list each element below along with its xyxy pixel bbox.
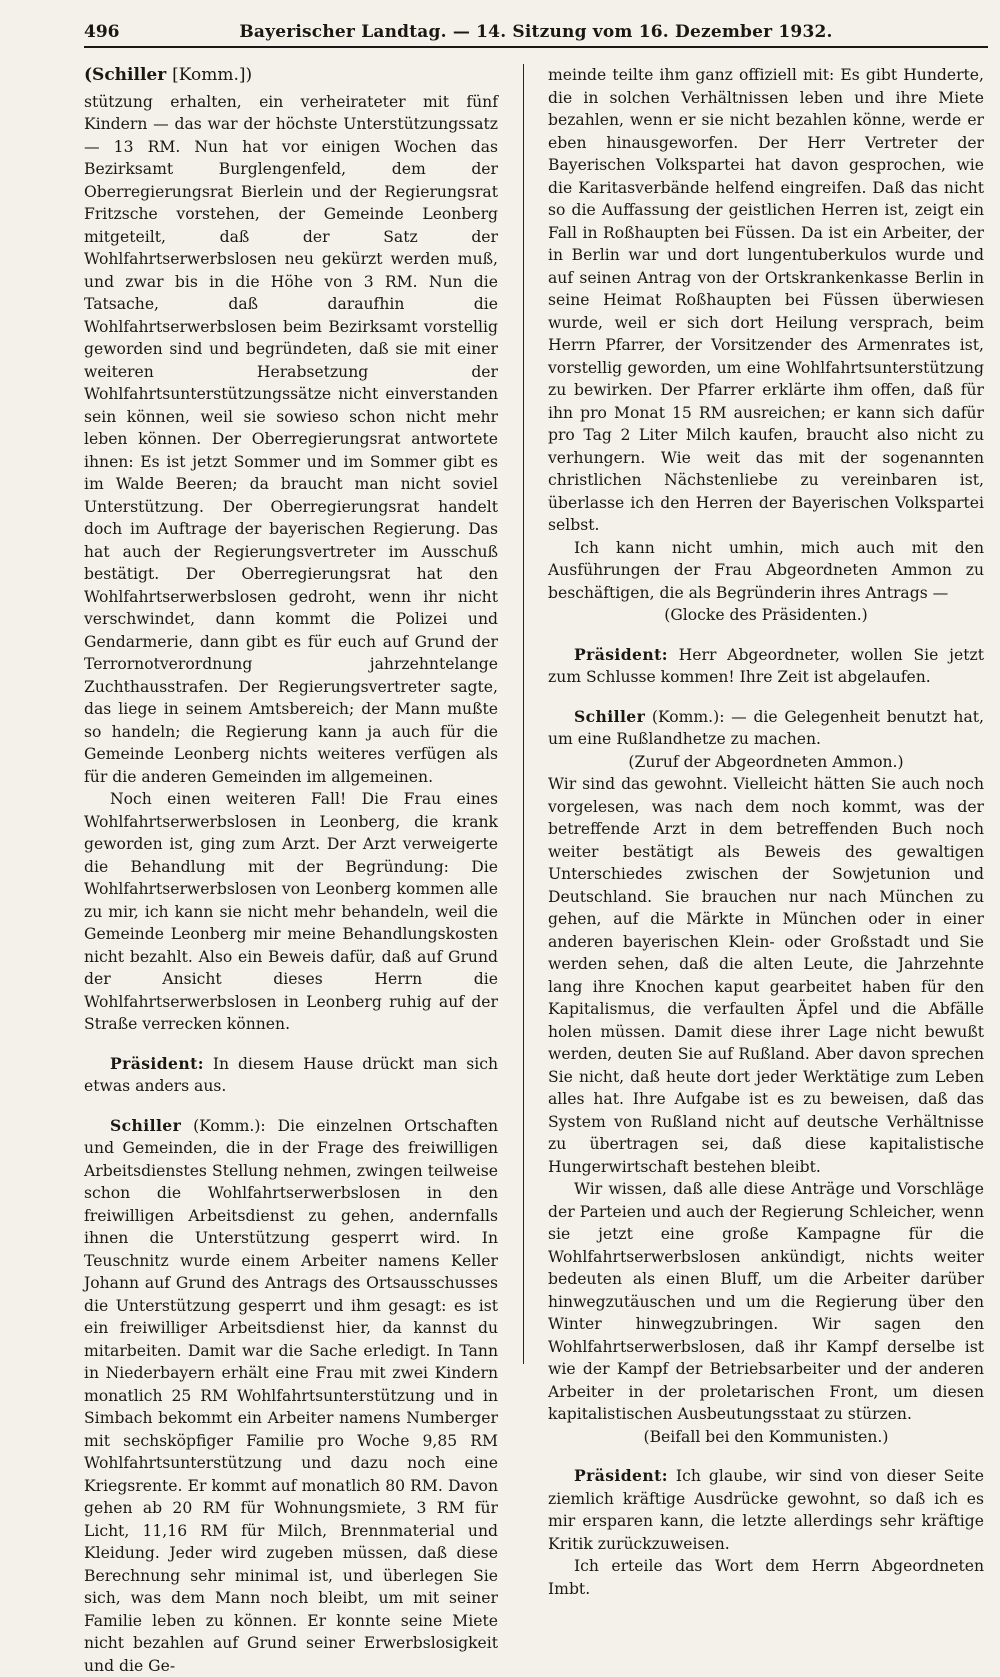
speech-text: Ich glaube, wir sind von dieser Seite ziemlich kräftige Ausdrücke gewohnt, so daß ich es mir ersparen kann, die letzte allerdings sehr kräftige Kritik zurückzuweisen.: [548, 1467, 984, 1553]
stage-direction: (Beifall bei den Kommunisten.): [548, 1426, 984, 1449]
page-number: 496: [84, 22, 120, 42]
stage-direction: (Glocke des Präsidenten.): [548, 604, 984, 627]
marker-role: [Komm.]): [172, 65, 252, 85]
speech-text: In diesem Hause drückt man sich etwas anders aus.: [84, 1055, 498, 1096]
speech-text: (Komm.): Die einzelnen Ortschaften und Gemeinden, die in der Frage des freiwilligen Arbeitsdienstes Stellung nehmen, zwingen teilweise schon die Wohlfahrtserwerbslosen in den freiwilligen Arbeitsdienst zu gehen, andernfalls ihnen die Unterstützung gesperrt wird. In Teuschnitz wurde einem Arbeiter namens Keller Johann auf Grund des Antrags des Ortsausschusses die Unterstützung gesperrt und ihm gesagt: es ist ein freiwilliger Arbeitsdienst hier, da kannst du mitarbeiten. Damit war die Sache erledigt. In Tann in Niederbayern erhält eine Frau mit zwei Kindern monatlich 25 RM Wohlfahrtsunterstützung und in Simbach bekommt ein Arbeiter namens Numberger mit sechsköpfiger Familie pro Woche 9,85 RM Wohlfahrtsunterstützung und dazu noch eine Kriegsrente. Er kommt auf monatlich 80 RM. Davon gehen ab 20 RM für Wohnungsmiete, 3 RM für Licht, 11,16 RM für Milch, Brennmaterial und Kleidung. Jeder wird zugeben müssen, daß diese Berechnung sehr minimal ist, und überlegen Sie sich, was dem Mann noch bleibt, um mit seiner Familie leben zu können. Er konnte seine Miete nicht bezahlen auf Grund seiner Erwerbslosigkeit und die Ge-: [84, 1117, 498, 1675]
marker-name: (Schiller: [84, 65, 166, 85]
stage-direction: (Zuruf der Abgeordneten Ammon.): [548, 751, 984, 774]
speaker-name: Schiller: [110, 1116, 181, 1135]
speech-president: [548, 1465, 984, 1555]
right-column: [548, 64, 984, 1600]
speaker-name: Präsident:: [574, 645, 668, 664]
page-header: [84, 18, 988, 48]
paragraph: Wir wissen, daß alle diese Anträge und Vorschläge der Parteien und auch der Regierung Schleicher, wenn sie jetzt eine große Kampagne für die Wohlfahrtserwerbslosen ankündigt, nichts weiter bedeuten als einen Bluff, um die Arbeiter darüber hinwegzutäuschen und um die Regierung über den Winter hinwegzubringen. Wir sagen den Wohlfahrtserwerbslosen, daß ihr Kampf derselbe ist wie der Kampf der Betriebsarbeiter und der anderen Arbeiter in der proletarischen Front, um diesen kapitalistischen Ausbeutungsstaat zu stürzen.: [548, 1178, 984, 1426]
speaker-name: Präsident:: [574, 1466, 668, 1485]
paragraph: Ich kann nicht umhin, mich auch mit den Ausführungen der Frau Abgeordneten Ammon zu beschäftigen, die als Begründerin ihres Antrags —: [548, 537, 984, 605]
speech-schiller: [84, 1115, 498, 1677]
column-divider: [523, 64, 524, 1364]
speech-president: [548, 644, 984, 689]
speech-schiller: [548, 706, 984, 751]
speaker-name: Schiller: [574, 707, 645, 726]
speech-president: [84, 1053, 498, 1098]
speech-text: Herr Abgeordneter, wollen Sie jetzt zum Schlusse kommen! Ihre Zeit ist abgelaufen.: [548, 646, 984, 687]
speaker-continuation-marker: [84, 64, 498, 87]
left-column: [84, 64, 498, 1677]
paragraph: stützung erhalten, ein verheirateter mit fünf Kindern — das war der höchste Unterstützungssatz — 13 RM. Nun hat vor einigen Wochen das Bezirksamt Burglengenfeld, dem der Oberregierungsrat Bierlein und der Regierungsrat Fritzsche vorstehen, der Gemeinde Leonberg mitgeteilt, daß der Satz der Wohlfahrtserwerbslosen neu gekürzt werden muß, und zwar bis in die Höhe von 3 RM. Nun die Tatsache, daß daraufhin die Wohlfahrtserwerbslosen beim Bezirksamt vorstellig geworden sind und begründeten, daß sie mit einer weiteren Herabsetzung der Wohlfahrtsunterstützungssätze nicht einverstanden sein können, weil sie sowieso schon nicht mehr leben können. Der Oberregierungsrat antwortete ihnen: Es ist jetzt Sommer und im Sommer gibt es im Walde Beeren; da braucht man nicht soviel Unterstützung. Der Oberregierungsrat handelt doch im Auftrage der bayerischen Regierung. Das hat auch der Regierungsvertreter im Ausschuß bestätigt. Der Oberregierungsrat hat den Wohlfahrtserwerbslosen gedroht, wenn ihr nicht verschwindet, dann kommt die Polizei und Gendarmerie, dann gibt es für euch auf Grund der Terrornotverordnung jahrzehntelange Zuchthausstrafen. Der Regierungsvertreter sagte, das liege in seinem Amtsbereich; der Mann mußte so handeln; die Regierung kann ja auch für die Gemeinde Leonberg nichts weiteres verfügen als für die anderen Gemeinden im allgemeinen.: [84, 91, 498, 789]
speaker-name: Präsident:: [110, 1054, 204, 1073]
paragraph: Ich erteile das Wort dem Herrn Abgeordneten Imbt.: [548, 1555, 984, 1600]
speech-text: (Komm.): — die Gelegenheit benutzt hat, um eine Rußlandhetze zu machen.: [548, 708, 984, 749]
paragraph: meinde teilte ihm ganz offiziell mit: Es gibt Hunderte, die in solchen Verhältnissen leben und ihre Miete bezahlen, wenn er sie nicht bezahlen könne, werde er eben hinausgeworfen. Der Herr Vertreter der Bayerischen Volkspartei hat davon gesprochen, wie die Karitasverbände helfend eingreifen. Daß das nicht so die Auffassung der geistlichen Herren ist, zeigt ein Fall in Roßhaupten bei Füssen. Da ist ein Arbeiter, der in Berlin war und dort lungentuberkulos wurde und auf seinen Antrag von der Ortskrankenkasse Berlin in seine Heimat Roßhaupten bei Füssen überwiesen wurde, weil er sich dort Heilung versprach, beim Herrn Pfarrer, der Vorsitzender des Armenrates ist, vorstellig geworden, um eine Wohlfahrtsunterstützung zu bewirken. Der Pfarrer erklärte ihm offen, daß für ihn pro Monat 15 RM ausreichen; er kann sich dafür pro Tag 2 Liter Milch kaufen, braucht also nicht zu verhungern. Wie weit das mit der sogenannten christlichen Nächstenliebe zu vereinbaren ist, überlasse ich den Herren der Bayerischen Volkspartei selbst.: [548, 64, 984, 537]
paragraph: Wir sind das gewohnt. Vielleicht hätten Sie auch noch vorgelesen, was nach dem noch kommt, was der betreffende Arzt in dem betreffenden Buch noch weiter bestätigt als Beweis des gewaltigen Unterschiedes zwischen der Sowjetunion und Deutschland. Sie brauchen nur nach München zu gehen, auf die Märkte in München oder in einer anderen bayerischen Klein- oder Großstadt und Sie werden sehen, daß die alten Leute, die Jahrzehnte lang ihre Knochen kaput gearbeitet haben für den Kapitalismus, die verfaulten Äpfel und die Abfälle holen müssen. Damit diese ihrer Lage nicht bewußt werden, deuten Sie auf Rußland. Aber davon sprechen Sie nicht, daß heute dort jeder Werktätige zum Leben alles hat. Ihre Aufgabe ist es zu beweisen, daß das System von Rußland nicht auf deutsche Verhältnisse zu übertragen sei, daß diese kapitalistische Hungerwirtschaft bestehen bleibt.: [548, 773, 984, 1178]
running-title: Bayerischer Landtag. — 14. Sitzung vom 16. Dezember 1932.: [84, 22, 988, 42]
paragraph: Noch einen weiteren Fall! Die Frau eines Wohlfahrtserwerbslosen in Leonberg, die krank geworden ist, ging zum Arzt. Der Arzt verweigerte die Behandlung mit der Begründung: Die Wohlfahrtserwerbslosen von Leonberg kommen alle zu mir, ich kann sie nicht mehr behandeln, weil die Gemeinde Leonberg mir meine Behandlungskosten nicht bezahlt. Also ein Beweis dafür, daß auf Grund der Ansicht dieses Herrn die Wohlfahrtserwerbslosen in Leonberg ruhig auf der Straße verrecken können.: [84, 788, 498, 1036]
